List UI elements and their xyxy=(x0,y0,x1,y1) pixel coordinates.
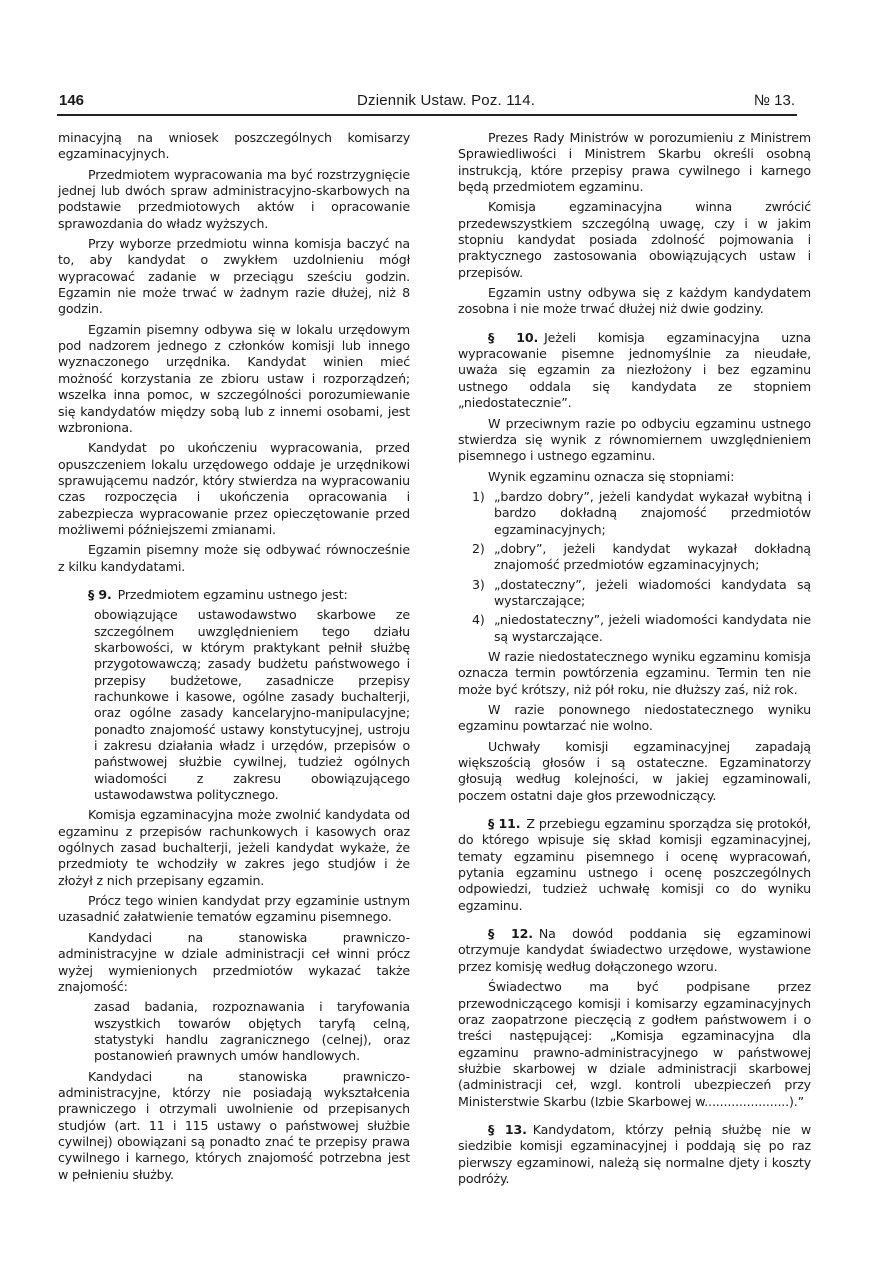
paragraph: Kandydaci na stanowiska prawniczo-administracyjne w dziale administracji ceł winni prócz wyżej wymienionych przedmiotów wykazać także znajomość: xyxy=(58,929,410,994)
paragraph: Kandydat po ukończeniu wypracowania, przed opuszczeniem lokalu urzędowego oddaje je urzędnikowi sprawującemu nadzór, który stwierdza na wypracowaniu czas rozpoczęcia i ukończenia opracowania i zabezpiecza wypracowanie przez opieczętowanie przed możliwemi późniejszemi zmianami. xyxy=(58,440,410,537)
paragraph: minacyjną na wniosek poszczególnych komisarzy egzaminacyjnych. xyxy=(58,130,410,162)
right-column xyxy=(458,130,811,1191)
paragraph: Egzamin pisemny może się odbywać równocześnie z kilku kandydatami. xyxy=(58,542,410,574)
grade-text: „dobry”, jeżeli kandydat wykazał dokładną znajomość przedmiotów egzaminacyjnych; xyxy=(494,540,811,573)
grade-item xyxy=(458,577,811,610)
grade-item xyxy=(458,612,811,645)
section-text: Kandydatom, którzy pełnią służbę nie w siedzibie komisji egzaminacyjnej i poddają się po raz pierwszy egzaminowi, należą się normalne djety i koszty podróży. xyxy=(458,1121,811,1186)
section-10 xyxy=(458,330,811,412)
grade-number: 3) xyxy=(472,576,485,592)
section-intro: Przedmiotem egzaminu ustnego jest: xyxy=(117,586,348,602)
section-number: § 10. xyxy=(488,329,539,345)
paragraph: W razie niedostatecznego wyniku egzaminu komisja oznacza termin powtórzenia egzaminu. Termin ten nie może być krótszy, niż pół roku, nie dłuższy zaś, niż rok. xyxy=(458,648,811,697)
paragraph: Egzamin pisemny odbywa się w lokalu urzędowym pod nadzorem jednego z członków komisji lub innego wyznaczonego urzędnika. Kandydat winien mieć możność korzystania ze zbioru ustaw i rozporządzeń; wszelka inna pomoc, w szczególności porozumiewanie się kandydatów między sobą lub z innemi osobami, jest wzbroniona. xyxy=(58,321,410,435)
grade-number: 2) xyxy=(472,540,485,556)
list-text: zasad badania, rozpoznawania i taryfowania wszystkich towarów objętych taryfą celną, statystyki handlu zagranicznego (celnej), oraz postanowień prawnych umów handlowych. xyxy=(94,999,410,1064)
grades-list xyxy=(458,489,811,645)
grade-text: „niedostateczny”, jeżeli wiadomości kandydata nie są wystarczające. xyxy=(494,612,811,644)
paragraph: Prezes Rady Ministrów w porozumieniu z Ministrem Sprawiedliwości i Ministrem Skarbu określi osobną instrukcją, które przepisy prawa cywilnego i karnego będą przedmiotem egzaminu. xyxy=(458,130,811,195)
section-11 xyxy=(458,816,811,914)
journal-title: Dziennik Ustaw. Poz. 114. xyxy=(357,92,536,109)
paragraph: W przeciwnym razie po odbyciu egzaminu ustnego stwierdza się wynik z równomiernem uwzględnieniem pisemnego i ustnego egzaminu. xyxy=(458,415,811,464)
section-number: § 9. xyxy=(88,586,112,602)
grade-text: „bardzo dobry”, jeżeli kandydat wykazał wybitną i bardzo dokładną znajomość przedmiotów egzaminacyjnych; xyxy=(494,488,811,537)
grade-text: „dostateczny”, jeżeli wiadomości kandydata są wystarczające; xyxy=(494,576,811,608)
grade-item xyxy=(458,541,811,574)
section-number: § 13. xyxy=(488,1121,527,1137)
grade-item xyxy=(458,489,811,538)
section-9-heading xyxy=(58,587,410,603)
paragraph: obowiązujące ustawodawstwo skarbowe ze szczególnem uwzględnieniem tego działu skarbowości, w którym praktykant pełnił służbę przygotowawczą; zasady budżetu państwowego i przepisy budżetowe, zasadnicze przepisy rachunkowe i kasowe, ogólne zasady buchalterji, oraz ogólne zasady kancelaryjno-manipulacyjne; ponadto znajomość ustawy konstytucyjnej, ustroju i zakresu działania władz i urzędów, przepisów o państwowej służbie cywilnej, tudzież ogólnych wiadomości z zakresu obowiązującego ustawodawstwa politycznego. xyxy=(94,607,410,803)
issue-number: № 13. xyxy=(753,92,795,109)
grade-number: 1) xyxy=(472,488,485,504)
paragraph: Kandydaci na stanowiska prawniczo-administracyjne, którzy nie posiadają wykształcenia prawniczego i otrzymali uwolnienie od przepisanych studjów (art. 11 i 115 ustawy o państwowej służbie cywilnej) obowiązani są ponadto znać te przepisy prawa cywilnego i karnego, których znajomość potrzebna jest w pełnieniu służby. xyxy=(58,1068,410,1182)
section-13 xyxy=(458,1122,811,1187)
section-12 xyxy=(458,926,811,975)
paragraph: Komisja egzaminacyjna może zwolnić kandydata od egzaminu z przepisów rachunkowych i kasowych oraz ogólnych zasad buchalterji, jeżeli kandydat wykaże, że przedmioty te wchodziły w zakres jego studjów i że złożył z nich przepisany egzamin. xyxy=(58,807,410,888)
page-header xyxy=(57,88,797,116)
customs-subjects-list xyxy=(58,999,410,1064)
left-column xyxy=(58,130,410,1187)
paragraph: W razie ponownego niedostatecznego wyniku egzaminu powtarzać nie wolno. xyxy=(458,702,811,734)
section-9-body xyxy=(58,607,410,803)
page-number: 146 xyxy=(59,92,85,109)
paragraph: Komisja egzaminacyjna winna zwrócić przedewszystkiem szczególną uwagę, czy i w jakim stopniu kandydat posiada zdolność pojmowania i praktycznego zastosowania obowiązujących ustaw i przepisów. xyxy=(458,199,811,280)
paragraph: Prócz tego winien kandydat przy egzaminie ustnym uzasadnić załatwienie tematów egzaminu pisemnego. xyxy=(58,893,410,925)
grade-number: 4) xyxy=(472,612,485,628)
paragraph: Przedmiotem wypracowania ma być rozstrzygnięcie jednej lub dwóch spraw administracyjno-skarbowych na podstawie przedmiotowych aktów i opracowanie sprawozdania do władz wyższych. xyxy=(58,166,410,231)
paragraph: Wynik egzaminu oznacza się stopniami: xyxy=(488,468,735,484)
paragraph: Egzamin ustny odbywa się z każdym kandydatem zosobna i nie może trwać dłużej niż dwie godziny. xyxy=(458,285,811,317)
section-number: § 12. xyxy=(488,926,533,942)
section-text: Jeżeli komisja egzaminacyjna uzna wypracowanie pisemne jednomyślnie za nieudałe, uważa się egzamin za niezłożony i bez egzaminu ustnego oddala się kandydata ze stopniem „niedostatecznie”. xyxy=(458,329,811,411)
paragraph: Przy wyborze przedmiotu winna komisja baczyć na to, aby kandydat o zwykłem uzdolnieniu mógł wypracować zadanie w przeciągu sześciu godzin. Egzamin nie może trwać w żadnym razie dłużej, niż 8 godzin. xyxy=(58,236,410,317)
section-text: Z przebiegu egzaminu sporządza się protokół, do którego wpisuje się skład komisji egzaminacyjnej, tematy egzaminu pisemnego i ocenę wypracowań, pytania egzaminu ustnego i ocenę poszczególnych odpowiedzi, tudzież uchwałę komisji co do wyniku egzaminu. xyxy=(458,816,811,913)
section-number: § 11. xyxy=(488,816,521,832)
paragraph: Uchwały komisji egzaminacyjnej zapadają większością głosów i są ostateczne. Egzaminatorzy głosują według kolejności, w jakiej egzaminowali, poczem ostatni daje głos przewodniczący. xyxy=(458,738,811,803)
section-text: Na dowód poddania się egzaminowi otrzymuje kandydat świadectwo urzędowe, wystawione przez komisję według dołączonego wzoru. xyxy=(458,926,811,974)
paragraph: Świadectwo ma być podpisane przez przewodniczącego komisji i komisarzy egzaminacyjnych oraz zaopatrzone pieczęcią z godłem państwowem i o treści następującej: „Komisja egzaminacyjna dla egzaminu prawno-administracyjnego w państwowej służbie skarbowej w dziale administracji skarbowej (administracji ceł, wzgl. kontroli ubezpieczeń przy Ministerstwie Skarbu (Izbie Skarbowej w......................).” xyxy=(458,979,811,1109)
